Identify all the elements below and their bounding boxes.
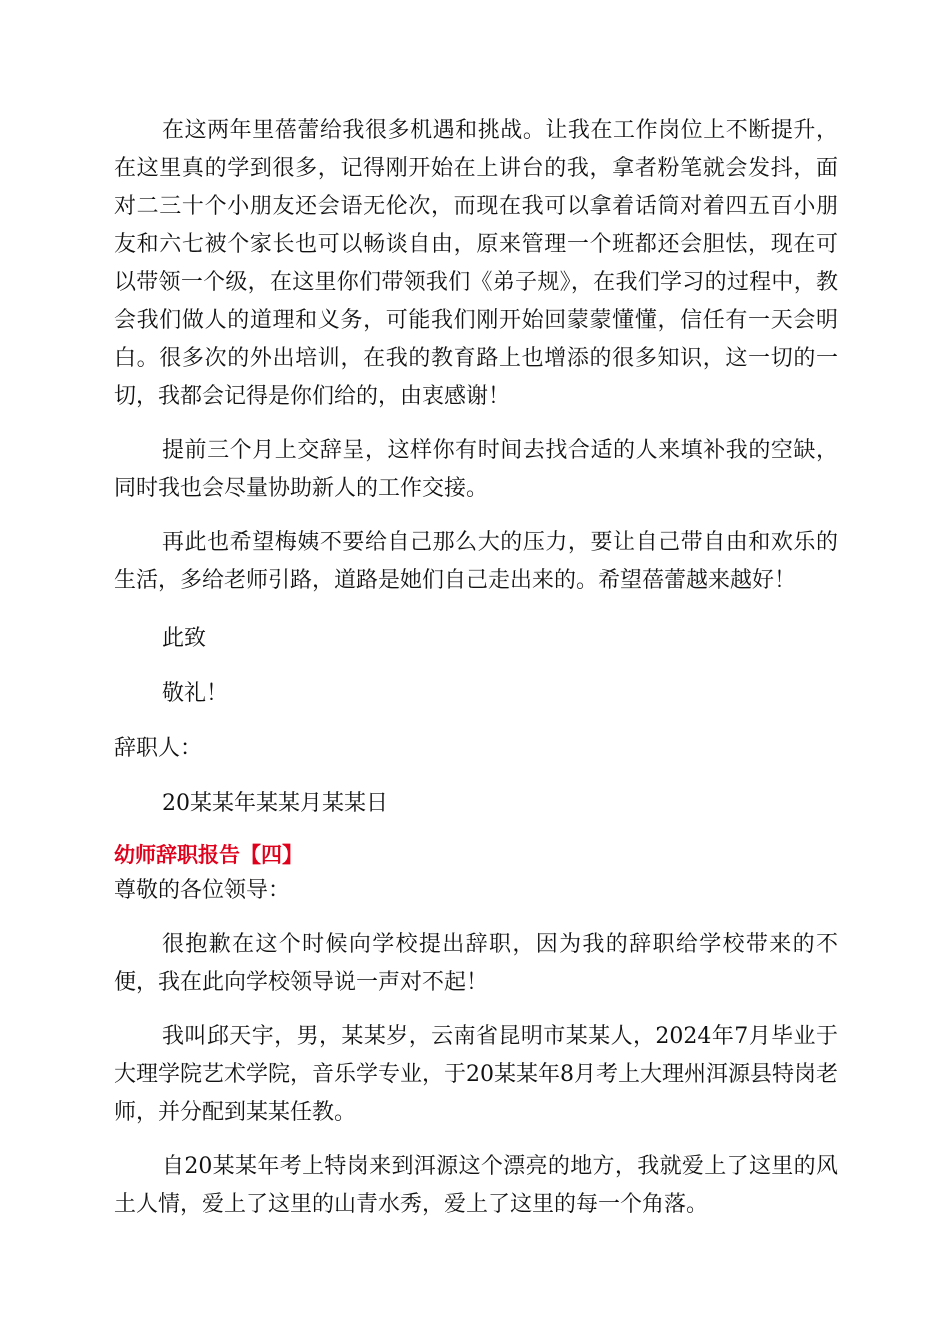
body-paragraph: 提前三个月上交辞呈，这样你有时间去找合适的人来填补我的空缺，同时我也会尽量协助新人的工作交接。 [114, 438, 838, 501]
greeting-line: 尊敬的各位领导： [114, 878, 291, 903]
resigner-label: 辞职人： [114, 736, 203, 761]
date-line: 20某某年某某月某某日 [162, 791, 388, 816]
salute-text: 敬礼！ [162, 681, 229, 706]
body-paragraph: 很抱歉在这个时候向学校提出辞职，因为我的辞职给学校带来的不便，我在此向学校领导说一声对不起！ [114, 932, 838, 995]
body-paragraph: 再此也希望梅姨不要给自己那么大的压力，要让自己带自由和欢乐的生活，多给老师引路，道路是她们自己走出来的。希望蓓蕾越来越好！ [114, 530, 838, 593]
body-paragraph: 我叫邱天宇，男，某某岁，云南省昆明市某某人，2024年7月毕业于大理学院艺术学院，音乐学专业，于20某某年8月考上大理州洱源县特岗老师，并分配到某某任教。 [114, 1024, 838, 1125]
body-paragraph: 自20某某年考上特岗来到洱源这个漂亮的地方，我就爱上了这里的风土人情，爱上了这里的山青水秀，爱上了这里的每一个角落。 [114, 1154, 838, 1217]
closing-text: 此致 [162, 626, 207, 651]
body-paragraph: 在这两年里蓓蕾给我很多机遇和挑战。让我在工作岗位上不断提升，在这里真的学到很多，记得刚开始在上讲台的我，拿者粉笔就会发抖，面对二三十个小朋友还会语无伦次，而现在我可以拿着话筒对着四五百小朋友和六七被个家长也可以畅谈自由，原来管理一个班都还会胆怯，现在可以带领一个级，在这里你们带领我们《弟子规》，在我们学习的过程中，教会我们做人的道理和义务，可能我们刚开始回蒙蒙懂懂，信任有一天会明白。很多次的外出培训，在我的教育路上也增添的很多知识，这一切的一切，我都会记得是你们给的，由衷感谢！ [114, 118, 838, 409]
section-heading: 幼师辞职报告【四】 [114, 843, 303, 867]
document-page [114, 112, 838, 1224]
